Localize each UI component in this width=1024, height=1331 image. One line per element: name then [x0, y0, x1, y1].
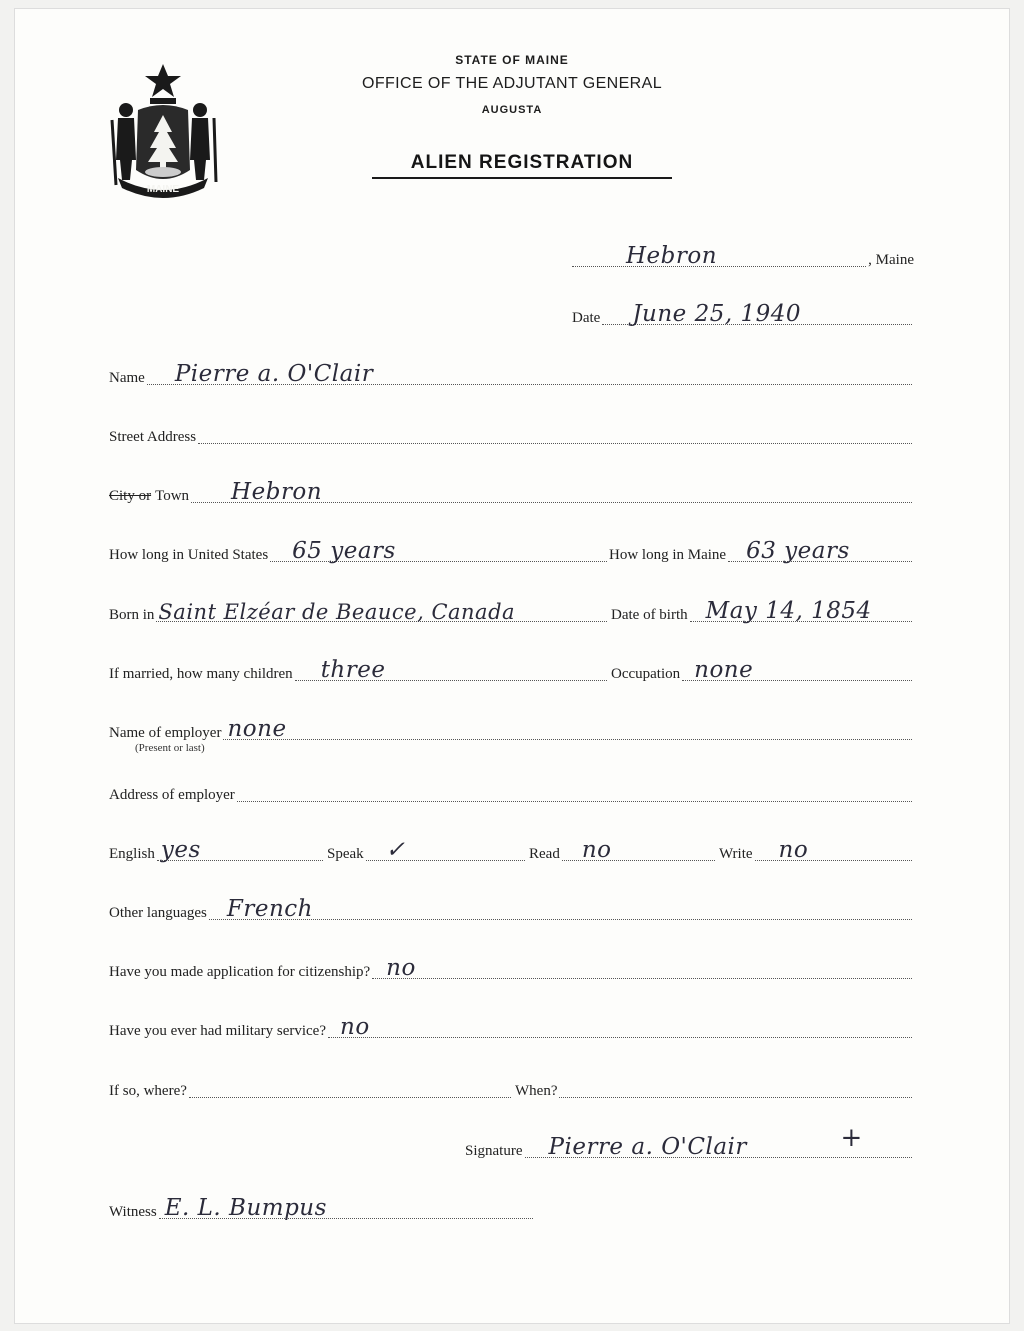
occupation-value: none: [694, 657, 754, 683]
citizenship-row: [109, 954, 914, 982]
town-value: Hebron: [231, 479, 323, 505]
name-row: [109, 360, 914, 388]
children-label: If married, how many children: [109, 666, 293, 682]
read-label: Read: [529, 846, 560, 862]
town-field[interactable]: [191, 480, 912, 503]
when-label: When?: [515, 1083, 558, 1099]
born-in-field[interactable]: [156, 599, 607, 622]
english-row: [109, 836, 325, 864]
military-value: no: [340, 1014, 370, 1040]
form-title: ALIEN REGISTRATION: [372, 152, 672, 179]
read-field[interactable]: [562, 838, 715, 861]
english-field[interactable]: [157, 838, 323, 861]
maine-duration-field[interactable]: [728, 539, 912, 562]
us-duration-value: 65 years: [292, 538, 396, 564]
witness-row: [109, 1194, 535, 1222]
maine-duration-row: [609, 537, 914, 565]
name-label: Name: [109, 370, 145, 386]
when-row: [515, 1073, 914, 1101]
dob-row: [611, 597, 914, 625]
where-label: If so, where?: [109, 1083, 187, 1099]
write-field[interactable]: [755, 838, 912, 861]
speak-field[interactable]: [366, 838, 525, 861]
town-label-struck: City or: [109, 488, 152, 504]
employer-label: Name of employer: [109, 725, 222, 741]
signature-value: Pierre a. O'Clair: [548, 1134, 747, 1160]
occupation-label: Occupation: [611, 666, 681, 682]
other-languages-label: Other languages: [109, 905, 207, 921]
place-field[interactable]: [572, 244, 866, 267]
witness-value: E. L. Bumpus: [164, 1195, 327, 1221]
military-row: [109, 1013, 914, 1041]
us-duration-field[interactable]: [270, 539, 607, 562]
employer-value: none: [227, 716, 287, 742]
other-languages-row: [109, 895, 914, 923]
born-in-label: Born in: [109, 607, 155, 623]
military-field[interactable]: [328, 1015, 912, 1038]
signature-label: Signature: [465, 1143, 523, 1159]
employer-row: [109, 715, 914, 743]
employer-field[interactable]: [223, 717, 912, 740]
where-row: [109, 1073, 513, 1101]
town-label: Town: [155, 488, 190, 504]
date-value: June 25, 1940: [632, 301, 802, 327]
place-row: [570, 242, 914, 270]
us-duration-label: How long in United States: [109, 547, 269, 563]
employer-address-field[interactable]: [237, 779, 912, 802]
children-row: [109, 656, 609, 684]
write-value: no: [778, 837, 809, 863]
date-field[interactable]: [602, 302, 912, 325]
military-label: Have you ever had military service?: [109, 1023, 326, 1039]
born-in-row: [109, 597, 609, 625]
street-label: Street Address: [109, 429, 197, 445]
speak-value: ✓: [385, 837, 406, 863]
employer-sublabel: (Present or last): [135, 742, 205, 754]
signature-row: [465, 1123, 914, 1161]
other-languages-field[interactable]: [209, 897, 912, 920]
date-label: Date: [572, 310, 601, 326]
maine-state-seal: [98, 60, 228, 200]
citizenship-value: no: [386, 955, 416, 981]
place-suffix: , Maine: [868, 252, 914, 268]
us-duration-row: [109, 537, 609, 565]
children-value: three: [320, 657, 386, 683]
town-row: [109, 478, 914, 506]
speak-row: [327, 836, 527, 864]
citizenship-field[interactable]: [372, 956, 912, 979]
dob-value: May 14, 1854: [705, 598, 872, 624]
born-in-value: Saint Elzéar de Beauce, Canada: [158, 600, 516, 624]
write-row: [719, 836, 914, 864]
place-value: Hebron: [626, 243, 718, 269]
header-state: STATE OF MAINE: [455, 53, 569, 67]
seal-banner-text: MAINE: [146, 184, 180, 195]
employer-address-row: [109, 777, 914, 805]
signature-field[interactable]: [525, 1123, 913, 1160]
signature-mark: +: [840, 1123, 863, 1153]
english-label: English: [109, 846, 155, 862]
street-row: [109, 419, 914, 447]
name-field[interactable]: [147, 362, 912, 385]
english-value: yes: [160, 837, 201, 863]
header-city: AUGUSTA: [481, 104, 543, 116]
witness-field[interactable]: [159, 1196, 533, 1219]
name-value: Pierre a. O'Clair: [174, 361, 374, 387]
read-row: [529, 836, 717, 864]
employer-address-label: Address of employer: [109, 787, 235, 803]
other-languages-value: French: [226, 896, 313, 922]
when-field[interactable]: [559, 1075, 912, 1098]
speak-label: Speak: [327, 846, 364, 862]
citizenship-label: Have you made application for citizenship?: [109, 964, 371, 980]
dob-label: Date of birth: [611, 607, 688, 623]
where-field[interactable]: [189, 1075, 511, 1098]
occupation-field[interactable]: [682, 658, 912, 681]
children-field[interactable]: [295, 658, 607, 681]
write-label: Write: [719, 846, 753, 862]
maine-duration-value: 63 years: [746, 538, 850, 564]
witness-label: Witness: [109, 1204, 157, 1220]
date-row: [572, 300, 914, 328]
maine-duration-label: How long in Maine: [609, 547, 727, 563]
occupation-row: [611, 656, 914, 684]
street-field[interactable]: [198, 421, 912, 444]
read-value: no: [581, 837, 612, 863]
header-office: OFFICE OF THE ADJUTANT GENERAL: [361, 75, 663, 92]
dob-field[interactable]: [690, 599, 912, 622]
